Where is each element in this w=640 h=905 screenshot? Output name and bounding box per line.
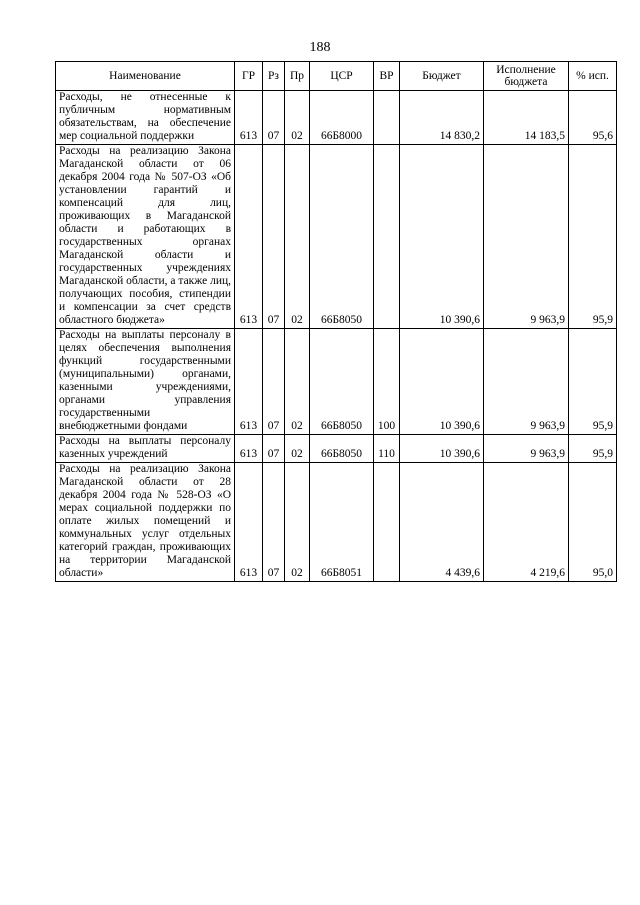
row-execution: 9 963,9	[484, 435, 569, 463]
header-gr: ГР	[235, 62, 263, 91]
row-budget: 10 390,6	[400, 145, 484, 329]
row-budget: 10 390,6	[400, 435, 484, 463]
row-gr: 613	[235, 435, 263, 463]
header-vr: ВР	[374, 62, 400, 91]
table-row	[56, 463, 617, 582]
header-execution: Исполнение бюджета	[484, 62, 569, 91]
page-number: 188	[309, 40, 331, 55]
row-pr: 02	[285, 463, 310, 582]
budget-table	[55, 61, 617, 582]
row-execution: 9 963,9	[484, 329, 569, 435]
row-name: Расходы на реализацию Закона Магаданской области от 28 декабря 2004 года № 528-ОЗ «О мерах социальной поддержки по оплате жилых помещений и коммунальных услуг отдельных категорий граждан, проживающих на территории Магаданской области»	[56, 463, 235, 582]
header-pr: Пр	[285, 62, 310, 91]
row-gr: 613	[235, 329, 263, 435]
row-vr: 100	[374, 329, 400, 435]
row-rz: 07	[263, 435, 285, 463]
row-execution: 9 963,9	[484, 145, 569, 329]
row-name: Расходы, не отнесенные к публичным нормативным обязательствам, на обеспечение мер социальной поддержки	[56, 91, 235, 145]
row-csr: 66Б8051	[310, 463, 374, 582]
row-pr: 02	[285, 329, 310, 435]
row-vr	[374, 463, 400, 582]
table-row	[56, 435, 617, 463]
row-pr: 02	[285, 91, 310, 145]
row-rz: 07	[263, 145, 285, 329]
row-budget: 10 390,6	[400, 329, 484, 435]
row-name: Расходы на выплаты персоналу казенных учреждений	[56, 435, 235, 463]
header-name: Наименование	[56, 62, 235, 91]
row-budget: 14 830,2	[400, 91, 484, 145]
row-name: Расходы на выплаты персоналу в целях обеспечения выполнения функций государственными (муниципальными) органами, казенными учреждениями, органами управления государственными внебюджетными фондами	[56, 329, 235, 435]
header-percent: % исп.	[569, 62, 617, 91]
table-header-row	[56, 62, 617, 91]
row-budget: 4 439,6	[400, 463, 484, 582]
header-budget: Бюджет	[400, 62, 484, 91]
header-csr: ЦСР	[310, 62, 374, 91]
row-vr	[374, 145, 400, 329]
row-execution: 4 219,6	[484, 463, 569, 582]
row-gr: 613	[235, 463, 263, 582]
row-execution: 14 183,5	[484, 91, 569, 145]
row-csr: 66Б8050	[310, 145, 374, 329]
row-pr: 02	[285, 435, 310, 463]
header-rz: Рз	[263, 62, 285, 91]
row-rz: 07	[263, 329, 285, 435]
row-name: Расходы на реализацию Закона Магаданской области от 06 декабря 2004 года № 507-ОЗ «Об установлении гарантий и компенсаций для лиц, проживающих в Магаданской области и работающих в государственных органах Магаданской области и государственных учреждениях Магаданской области, а также лиц, получающих пособия, стипендии и компенсации за счет средств областного бюджета»	[56, 145, 235, 329]
row-rz: 07	[263, 463, 285, 582]
row-vr	[374, 91, 400, 145]
row-percent: 95,0	[569, 463, 617, 582]
row-csr: 66Б8000	[310, 91, 374, 145]
row-pr: 02	[285, 145, 310, 329]
row-csr: 66Б8050	[310, 435, 374, 463]
row-percent: 95,9	[569, 145, 617, 329]
table-row	[56, 329, 617, 435]
row-rz: 07	[263, 91, 285, 145]
table-row	[56, 91, 617, 145]
row-gr: 613	[235, 91, 263, 145]
row-csr: 66Б8050	[310, 329, 374, 435]
row-percent: 95,9	[569, 435, 617, 463]
row-gr: 613	[235, 145, 263, 329]
table-row	[56, 145, 617, 329]
row-percent: 95,6	[569, 91, 617, 145]
row-percent: 95,9	[569, 329, 617, 435]
row-vr: 110	[374, 435, 400, 463]
